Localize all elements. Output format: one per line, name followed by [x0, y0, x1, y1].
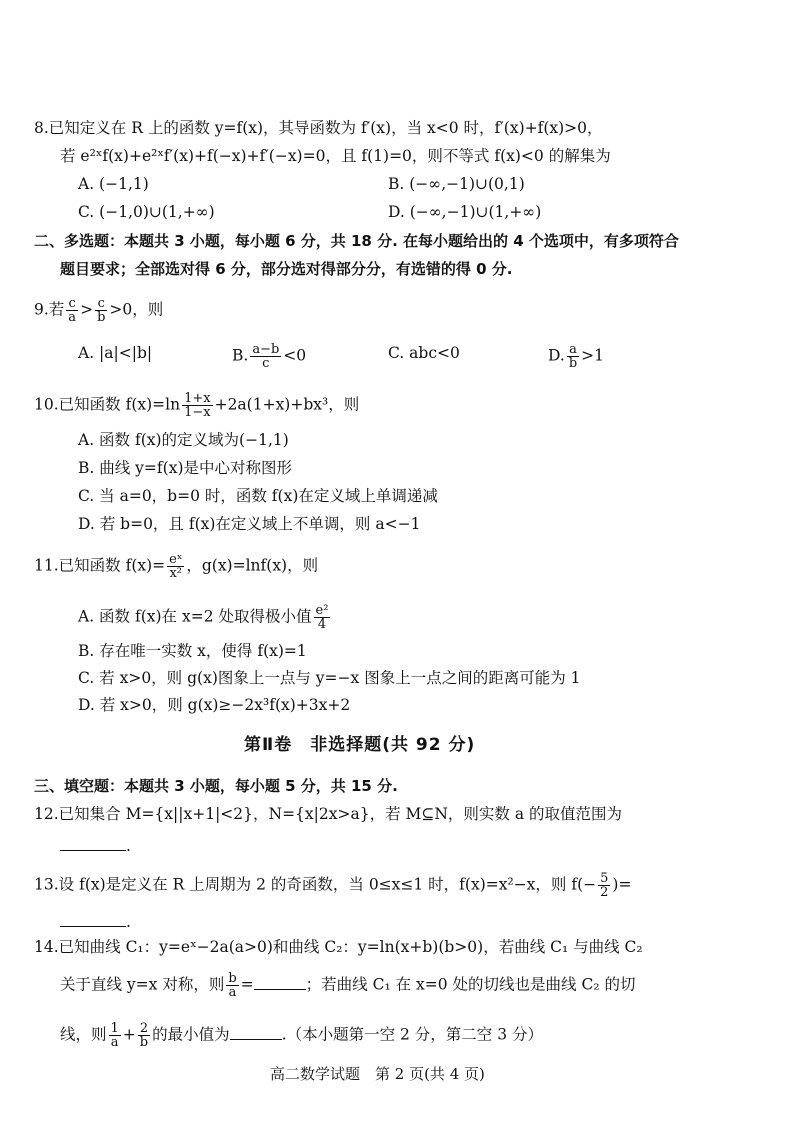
q14-line3: 线，则 $\frac{1}{a}$ + $\frac{2}{b}$ 的最小值为 .（本小题第一空 2 分，第二空 3 分） — [60, 1021, 543, 1050]
section2-heading-line2: 题目要求；全部选对得 6 分，部分选对得部分分，有选错的得 0 分. — [60, 260, 513, 278]
q13-answer-blank[interactable] — [60, 910, 126, 927]
page-footer: 高二数学试题 第 2 页(共 4 页) — [270, 1065, 485, 1083]
q13-answer-line: . — [60, 910, 131, 932]
q9-option-b-fraction: $\frac{a-b}{c}$ — [252, 342, 280, 371]
section2-heading-line1: 二、多选题：本题共 3 小题，每小题 6 分，共 18 分. 在每小题给出的 4 个选项中，有多项符合 — [34, 232, 679, 250]
q13-stem: 13.设 f(x)是定义在 R 上周期为 2 的奇函数，当 0≤x≤1 时，f(x)=x²−x，则 f(− $\frac{5}{2}$ )= — [34, 871, 632, 900]
q10-option-a: A. 函数 f(x)的定义域为(−1,1) — [78, 431, 289, 449]
q10-option-b: B. 曲线 y=f(x)是中心对称图形 — [78, 459, 292, 477]
q9-fraction-1: $\frac{c}{a}$ — [68, 296, 77, 325]
q12-answer-blank[interactable] — [60, 834, 126, 851]
q13-fraction: $\frac{5}{2}$ — [600, 871, 609, 900]
q8-option-d: D. (−∞,−1)∪(1,+∞) — [388, 203, 542, 221]
q9-option-d-fraction: $\frac{a}{b}$ — [568, 342, 578, 371]
q10-fraction: $\frac{1+x}{1-x}$ — [184, 391, 211, 420]
q12-stem: 12.已知集合 M={x||x+1|<2}，N={x|2x>a}，若 M⊆N，则实数 a 的取值范围为 — [34, 805, 623, 823]
part2-title: 第Ⅱ卷 非选择题(共 92 分) — [244, 735, 476, 755]
q11-option-b: B. 存在唯一实数 x，使得 f(x)=1 — [78, 642, 307, 660]
q8-line1: 8.已知定义在 R 上的函数 y=f(x)，其导函数为 f′(x)，当 x<0 时，f′(x)+f(x)>0， — [34, 119, 603, 137]
q8-line2: 若 e²ˣf(x)+e²ˣf′(x)+f(−x)+f′(−x)=0，且 f(1)=0，则不等式 f(x)<0 的解集为 — [60, 147, 611, 165]
q14-answer-blank-2[interactable] — [230, 1023, 282, 1040]
q11-option-a: A. 函数 f(x)在 x=2 处取得极小值 $\frac{\text{e²}}{4}$ — [78, 603, 329, 632]
q9-option-d: D. $\frac{a}{b}$ >1 — [548, 342, 604, 371]
q8-option-c: C. (−1,0)∪(1,+∞) — [78, 203, 215, 221]
q9-stem: 9.若 $\frac{c}{a}$ > $\frac{c}{b}$ >0，则 — [34, 296, 164, 325]
q14-line2: 关于直线 y=x 对称，则 $\frac{b}{a}$ = ；若曲线 C₁ 在 x=0 处的切线也是曲线 C₂ 的切 — [60, 971, 636, 1000]
q10-option-c: C. 当 a=0，b=0 时，函数 f(x)在定义域上单调递减 — [78, 487, 438, 505]
q9-option-b: B. $\frac{a-b}{c}$ <0 — [232, 342, 307, 371]
q11-option-d: D. 若 x>0，则 g(x)≥−2x³f(x)+3x+2 — [78, 696, 351, 714]
q14-line1: 14.已知曲线 C₁：y=eˣ−2a(a>0)和曲线 C₂：y=ln(x+b)(b>0)，若曲线 C₁ 与曲线 C₂ — [34, 938, 643, 956]
q11-stem: 11.已知函数 f(x)= $\frac{\text{eˣ}}{\text{x²}}$ ，g(x)=lnf(x)，则 — [34, 552, 319, 581]
section3-heading: 三、填空题：本题共 3 小题，每小题 5 分，共 15 分. — [34, 777, 398, 795]
q12-answer-line: . — [60, 834, 131, 856]
q10-option-d: D. 若 b=0，且 f(x)在定义域上不单调，则 a<−1 — [78, 515, 421, 533]
q9-option-a: A. |a|<|b| — [78, 344, 153, 362]
q14-fraction-ba: $\frac{b}{a}$ — [228, 971, 237, 1000]
q11-fraction: $\frac{\text{eˣ}}{\text{x²}}$ — [169, 552, 183, 581]
q14-fraction-1a: $\frac{1}{a}$ — [110, 1021, 119, 1050]
q9-option-c: C. abc<0 — [388, 344, 460, 362]
q9-fraction-2: $\frac{c}{b}$ — [97, 296, 106, 325]
q11-option-a-fraction: $\frac{\text{e²}}{4}$ — [315, 603, 329, 632]
q11-option-c: C. 若 x>0，则 g(x)图象上一点与 y=−x 图象上一点之间的距离可能为 1 — [78, 669, 581, 687]
q14-fraction-2b: $\frac{2}{b}$ — [139, 1021, 149, 1050]
q14-answer-blank-1[interactable] — [254, 973, 306, 990]
q10-stem: 10.已知函数 f(x)=ln $\frac{1+x}{1-x}$ +2a(1+x)+bx³，则 — [34, 391, 360, 420]
q8-option-b: B. (−∞,−1)∪(0,1) — [388, 175, 525, 193]
q8-option-a: A. (−1,1) — [78, 175, 149, 193]
